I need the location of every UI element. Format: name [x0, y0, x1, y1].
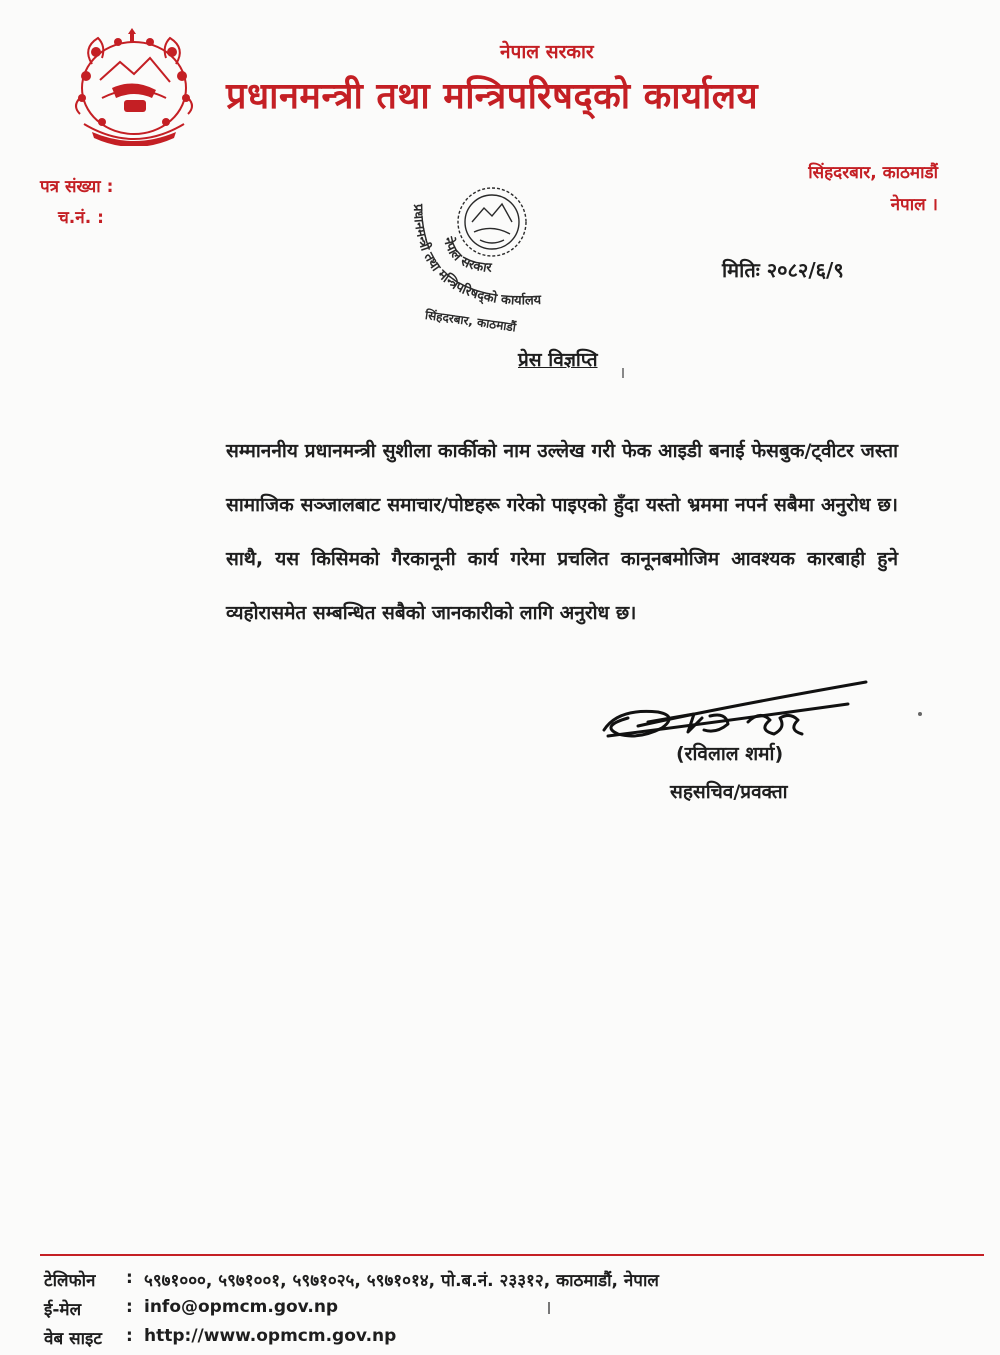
- svg-text:प्रधानमन्त्री तथा मन्त्रिपरिषद: [410, 203, 542, 309]
- press-release-heading: प्रेस विज्ञप्ति: [518, 349, 598, 371]
- stamp-text-office: प्रधानमन्त्री तथा मन्त्रिपरिषद्को कार्यालय: [409, 203, 542, 309]
- footer-phone-row: टेलिफोन : ५९७१०००, ५९७१००१, ५९७१०२५, ५९७१०१४, पो.ब.नं. २३३१२, काठमाडौं, नेपाल: [44, 1268, 659, 1297]
- letter-number-label: पत्र संख्या :: [40, 177, 114, 197]
- website-label: वेब साइट: [44, 1329, 102, 1349]
- email-label: ई-मेल: [44, 1300, 82, 1320]
- office-address-line1: सिंहदरबार, काठमाडौं: [808, 163, 938, 183]
- office-title: प्रधानमन्त्री तथा मन्त्रिपरिषद्को कार्यालय: [226, 76, 759, 117]
- dispatch-number-label: च.नं. :: [58, 208, 104, 228]
- stray-dot: [918, 712, 922, 716]
- stamp-text-address: सिंहदरबार, काठमाडौं: [424, 307, 517, 335]
- stray-mark: [622, 368, 624, 378]
- office-address-line2: नेपाल ।: [890, 195, 938, 215]
- footer-divider: [40, 1254, 984, 1256]
- document-date: मितिः २०८२/६/९: [722, 258, 844, 282]
- website-value: http://www.opmcm.gov.np: [144, 1326, 397, 1346]
- signatory-name: (रविलाल शर्मा): [676, 743, 784, 765]
- contact-footer: [44, 1268, 659, 1355]
- footer-web-row: वेब साइट : http://www.opmcm.gov.np: [44, 1326, 659, 1355]
- stray-mark: [548, 1302, 550, 1314]
- phone-label: टेलिफोन: [44, 1271, 96, 1291]
- press-release-body: [226, 424, 898, 640]
- government-label: नेपाल सरकार: [500, 41, 594, 63]
- stamp-text-government: नेपाल सरकार: [440, 235, 493, 276]
- email-value: info@opmcm.gov.np: [144, 1297, 339, 1317]
- signatory-title: सहसचिव/प्रवक्ता: [670, 781, 788, 803]
- nepal-emblem-icon: [62, 28, 206, 146]
- office-stamp-icon: [400, 178, 580, 338]
- phone-value: ५९७१०००, ५९७१००१, ५९७१०२५, ५९७१०१४, पो.ब.नं. २३३१२, काठमाडौं, नेपाल: [144, 1271, 659, 1291]
- footer-email-row: ई-मेल : info@opmcm.gov.np: [44, 1297, 659, 1326]
- body-paragraph: सम्माननीय प्रधानमन्त्री सुशीला कार्कीको नाम उल्लेख गरी फेक आइडी बनाई फेसबुक/ट्वीटर जस्ता सामाजिक सञ्जालबाट समाचार/पोष्टहरू गरेको पाइएको हुँदा यस्तो भ्रममा नपर्न सबैमा अनुरोध छ। साथै, यस किसिमको गैरकानूनी कार्य गरेमा प्रचलित कानूनबमोजिम आवश्यक कारबाही हुने व्यहोरासमेत सम्बन्धित सबैको जानकारीको लागि अनुरोध छ।: [226, 440, 898, 624]
